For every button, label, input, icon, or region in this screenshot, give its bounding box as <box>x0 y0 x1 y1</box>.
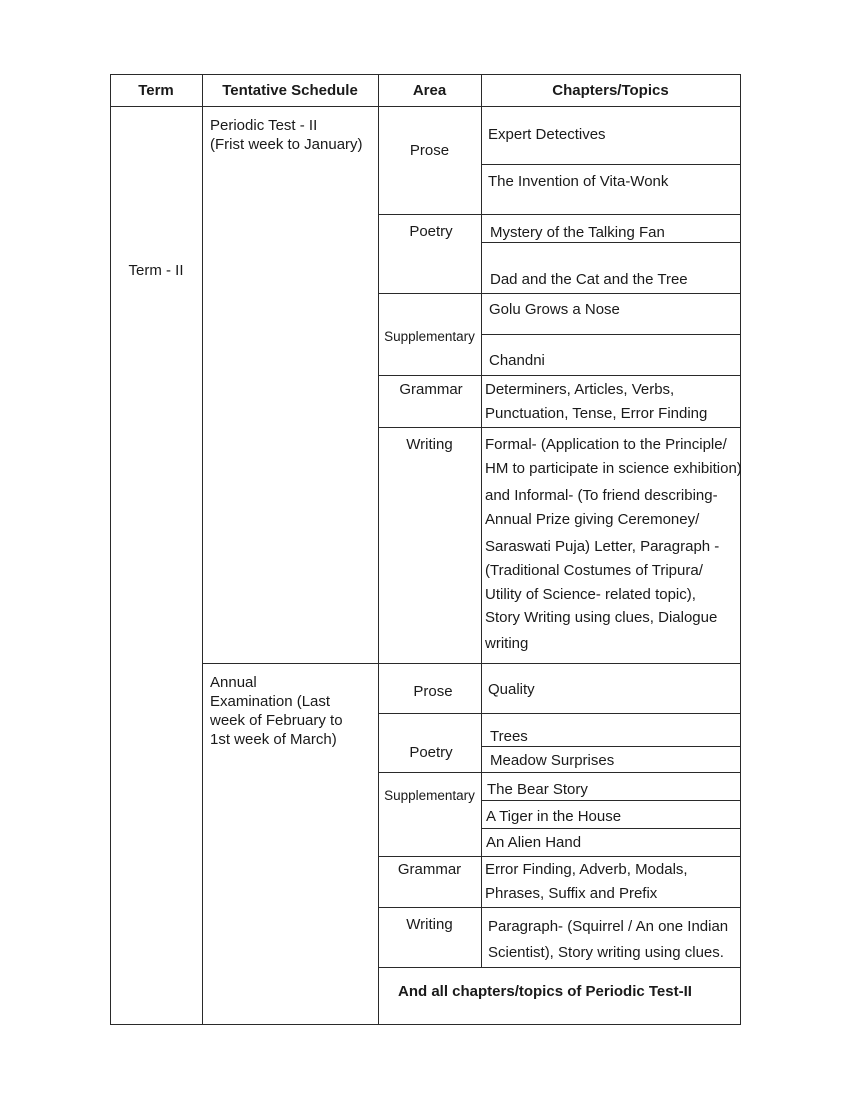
area-column-divider <box>481 74 482 968</box>
area-writing: Writing <box>406 436 453 453</box>
topic-item: The Bear Story <box>487 781 588 798</box>
row-divider <box>378 214 740 215</box>
topic-item: Meadow Surprises <box>490 752 615 769</box>
row-divider <box>378 293 740 294</box>
section-divider <box>202 663 740 664</box>
table-right-border <box>740 74 741 1024</box>
row-divider <box>481 746 740 747</box>
term-label: Term - II <box>128 262 184 279</box>
row-divider <box>378 713 740 714</box>
schedule-column-divider <box>378 74 379 1024</box>
row-divider <box>378 907 740 908</box>
row-divider <box>378 856 740 857</box>
topic-item: A Tiger in the House <box>486 808 622 825</box>
area-poetry: Poetry <box>409 744 453 761</box>
topic-item: Quality <box>488 681 535 698</box>
table-left-border <box>110 74 111 1024</box>
area-supplementary: Supplementary <box>384 788 475 803</box>
row-divider <box>481 828 740 829</box>
area-prose: Prose <box>413 683 453 700</box>
topic-item: Golu Grows a Nose <box>489 301 620 318</box>
topic-writing: Saraswati Puja) Letter, Paragraph - (Traditional Costumes of Tripura/ Utility of Science- related topic), <box>485 538 720 603</box>
row-divider <box>481 164 740 165</box>
term-column-divider <box>202 74 203 1024</box>
topic-item: Chandni <box>489 352 545 369</box>
header-area: Area <box>412 82 447 99</box>
area-prose: Prose <box>409 142 450 159</box>
topic-writing: Paragraph- (Squirrel / An one Indian Scientist), Story writing using clues. <box>488 918 729 961</box>
row-divider <box>481 334 740 335</box>
topic-item: An Alien Hand <box>486 834 582 851</box>
header-topics: Chapters/Topics <box>552 82 669 99</box>
topic-item: Mystery of the Talking Fan <box>490 224 665 241</box>
row-divider <box>481 800 740 801</box>
row-divider <box>378 772 740 773</box>
topic-writing: Formal- (Application to the Principle/ HM to participate in science exhibition) <box>485 436 742 477</box>
topic-item: Dad and the Cat and the Tree <box>490 271 688 288</box>
header-term: Term <box>138 82 174 99</box>
schedule-periodic-test: Periodic Test - II (Frist week to January) <box>210 117 363 153</box>
row-divider <box>378 967 740 968</box>
topic-writing: Story Writing using clues, Dialogue writing <box>485 609 718 652</box>
footer-note: And all chapters/topics of Periodic Test-II <box>398 983 692 1000</box>
area-grammar: Grammar <box>399 381 463 398</box>
schedule-annual-exam: Annual Examination (Last week of February to 1st week of March) <box>210 674 343 748</box>
topic-item: Expert Detectives <box>488 126 606 143</box>
header-bottom-border <box>110 106 741 107</box>
topic-item: The Invention of Vita-Wonk <box>488 173 669 190</box>
topic-grammar: Determiners, Articles, Verbs, Punctuation, Tense, Error Finding <box>485 381 708 422</box>
row-divider <box>378 427 740 428</box>
area-supplementary: Supplementary <box>384 329 475 344</box>
row-divider <box>481 242 740 243</box>
header-schedule: Tentative Schedule <box>222 82 358 99</box>
topic-writing: and Informal- (To friend describing- Annual Prize giving Ceremoney/ <box>485 487 718 528</box>
area-grammar: Grammar <box>397 861 462 878</box>
area-writing: Writing <box>406 916 453 933</box>
row-divider <box>378 375 740 376</box>
table-bottom-border <box>110 1024 741 1025</box>
area-poetry: Poetry <box>409 223 453 240</box>
topic-grammar: Error Finding, Adverb, Modals, Phrases, Suffix and Prefix <box>485 861 688 902</box>
topic-item: Trees <box>490 728 528 745</box>
table-top-border <box>110 74 741 75</box>
